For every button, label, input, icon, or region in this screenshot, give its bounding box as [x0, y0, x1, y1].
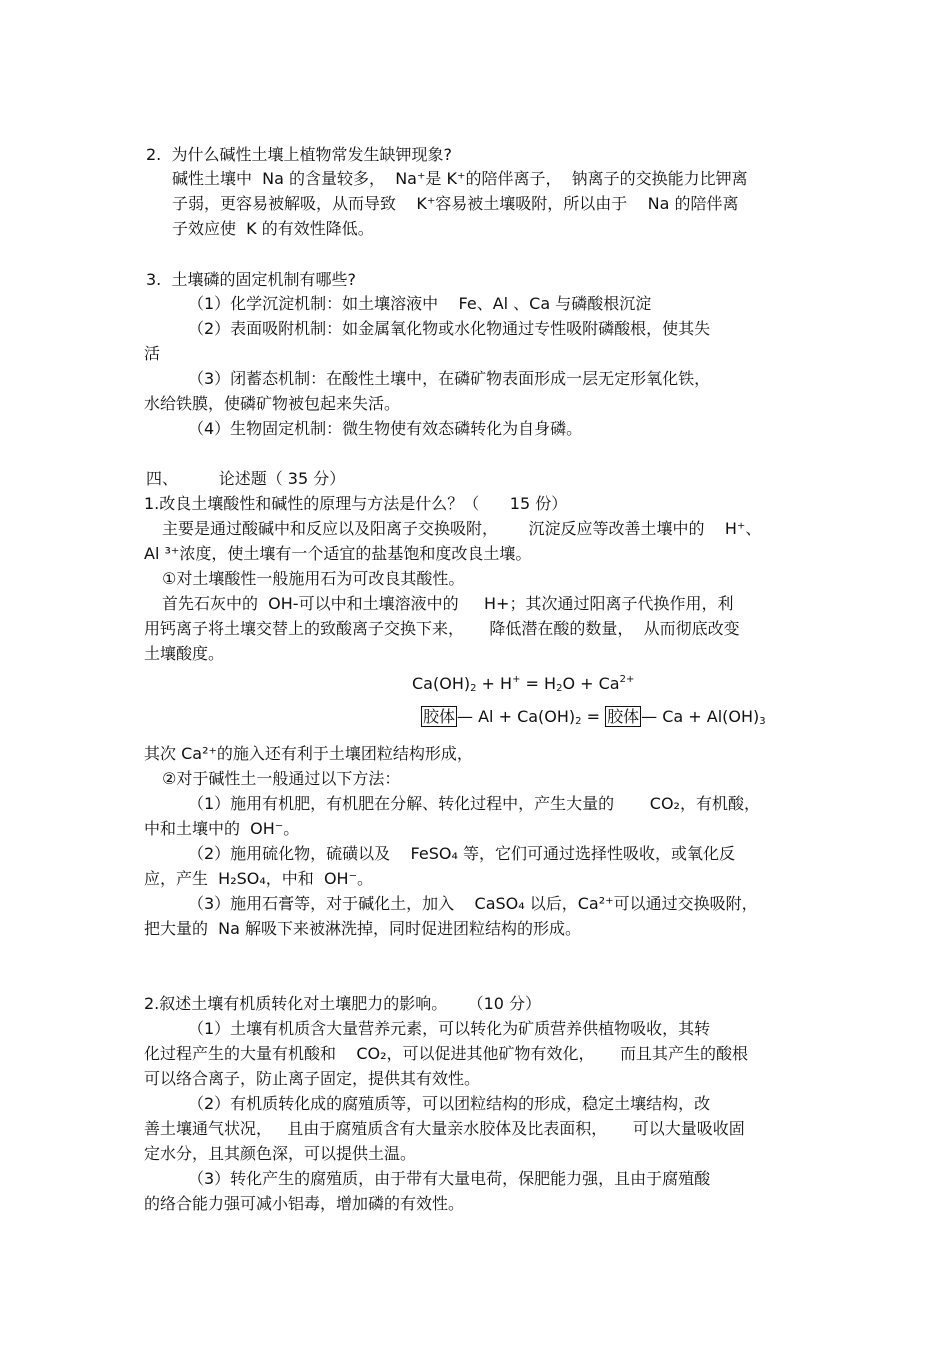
q2-answer-line-1: 碱性土壤中 Na 的含量较多， Na⁺是 K⁺的陪伴离子， 钠离子的交换能力比钾离 [172, 169, 748, 188]
p1-line-1: 主要是通过酸碱中和反应以及阳离子交换吸附， 沉淀反应等改善土壤中的 H⁺、 [162, 519, 762, 538]
p1-line-5: 用钙离子将土壤交替上的致酸离子交换下来， 降低潜在酸的数量， 从而彻底改变 [144, 619, 740, 638]
p1-line-11: （2）施用硫化物，硫磺以及 FeSO₄ 等，它们可通过选择性吸收，或氧化反 [188, 844, 735, 863]
q2-title: 2. 为什么碱性土壤上植物常发生缺钾现象? [146, 145, 452, 164]
colloid-box-1: 胶体 [423, 707, 456, 726]
equation-2: 胶体 — $Al + Ca(OH)_2$ = 胶体 — $Ca + Al(OH)_3$ [423, 707, 766, 727]
p1-line-7: 其次 Ca²⁺的施入还有利于土壤团粒结构形成， [144, 744, 473, 763]
q3-answer-line-5: 水给铁膜，使磷矿物被包起来失活。 [144, 394, 401, 413]
q2-answer-line-2: 子弱，更容易被解吸，从而导致 K⁺容易被土壤吸附，所以由于 Na 的陪伴离 [172, 194, 739, 213]
q3-answer-line-1: （1）化学沉淀机制：如土壤溶液中 Fe、Al 、Ca 与磷酸根沉淀 [188, 294, 652, 313]
p1-line-2: Al ³⁺浓度，使土壤有一个适宜的盐基饱和度改良土壤。 [144, 544, 532, 563]
p1-line-13: （3）施用石膏等，对于碱化土，加入 CaSO₄ 以后，Ca²⁺可以通过交换吸附， [188, 894, 758, 913]
p2-line-8: 的络合能力强可减小铝毒，增加磷的有效性。 [144, 1194, 465, 1213]
p1-title: 1.改良土壤酸性和碱性的原理与方法是什么？（ 15 份） [144, 494, 568, 513]
p2-line-7: （3）转化产生的腐殖质，由于带有大量电荷，保肥能力强，且由于腐殖酸 [188, 1169, 711, 1188]
p2-line-6: 定水分，且其颜色深，可以提供土温。 [144, 1144, 417, 1163]
p1-line-4: 首先石灰中的 OH-可以中和土壤溶液中的 H+；其次通过阳离子代换作用，利 [162, 594, 734, 613]
p2-line-3: 可以络合离子，防止离子固定，提供其有效性。 [144, 1069, 481, 1088]
p1-line-9: （1）施用有机肥，有机肥在分解、转化过程中，产生大量的 CO₂，有机酸， [188, 794, 760, 813]
q3-answer-line-3: 活 [144, 344, 161, 363]
p1-line-3: ①对土壤酸性一般施用石为可改良其酸性。 [162, 569, 465, 588]
q3-answer-line-6: （4）生物固定机制：微生物使有效态磷转化为自身磷。 [188, 419, 583, 438]
p2-line-5: 善土壤通气状况， 且由于腐殖质含有大量亲水胶体及比表面积， 可以大量吸收固 [144, 1119, 745, 1138]
p2-line-2: 化过程产生的大量有机酸和 CO₂，可以促进其他矿物有效化， 而且其产生的酸根 [144, 1044, 748, 1063]
section-4-heading: 四、 论述题（ 35 分） [146, 469, 346, 488]
q3-title: 3. 土壤磷的固定机制有哪些? [146, 270, 356, 289]
colloid-box-2: 胶体 [607, 707, 640, 726]
p1-line-12: 应，产生 H₂SO₄，中和 OH⁻。 [144, 869, 374, 888]
equation-1: $Ca(OH)_2 + H^+ = H_2O + Ca^{2+}$ [412, 674, 635, 694]
q3-answer-line-2: （2）表面吸附机制：如金属氧化物或水化物通过专性吸附磷酸根，使其失 [188, 319, 711, 338]
p2-line-1: （1）土壤有机质含大量营养元素，可以转化为矿质营养供植物吸收，其转 [188, 1019, 711, 1038]
q2-answer-line-3: 子效应使 K 的有效性降低。 [172, 219, 374, 238]
p2-line-4: （2）有机质转化成的腐殖质等，可以团粒结构的形成，稳定土壤结构，改 [188, 1094, 711, 1113]
q3-answer-line-4: （3）闭蓄态机制：在酸性土壤中，在磷矿物表面形成一层无定形氧化铁， [188, 369, 711, 388]
p1-line-14: 把大量的 Na 解吸下来被淋洗掉，同时促进团粒结构的形成。 [144, 919, 582, 938]
p1-line-10: 中和土壤中的 OH⁻。 [144, 819, 300, 838]
p1-line-6: 土壤酸度。 [144, 644, 225, 663]
p1-line-8: ②对于碱性土一般通过以下方法： [162, 769, 401, 788]
p2-title: 2.叙述土壤有机质转化对土壤肥力的影响。 （10 分） [144, 994, 542, 1013]
